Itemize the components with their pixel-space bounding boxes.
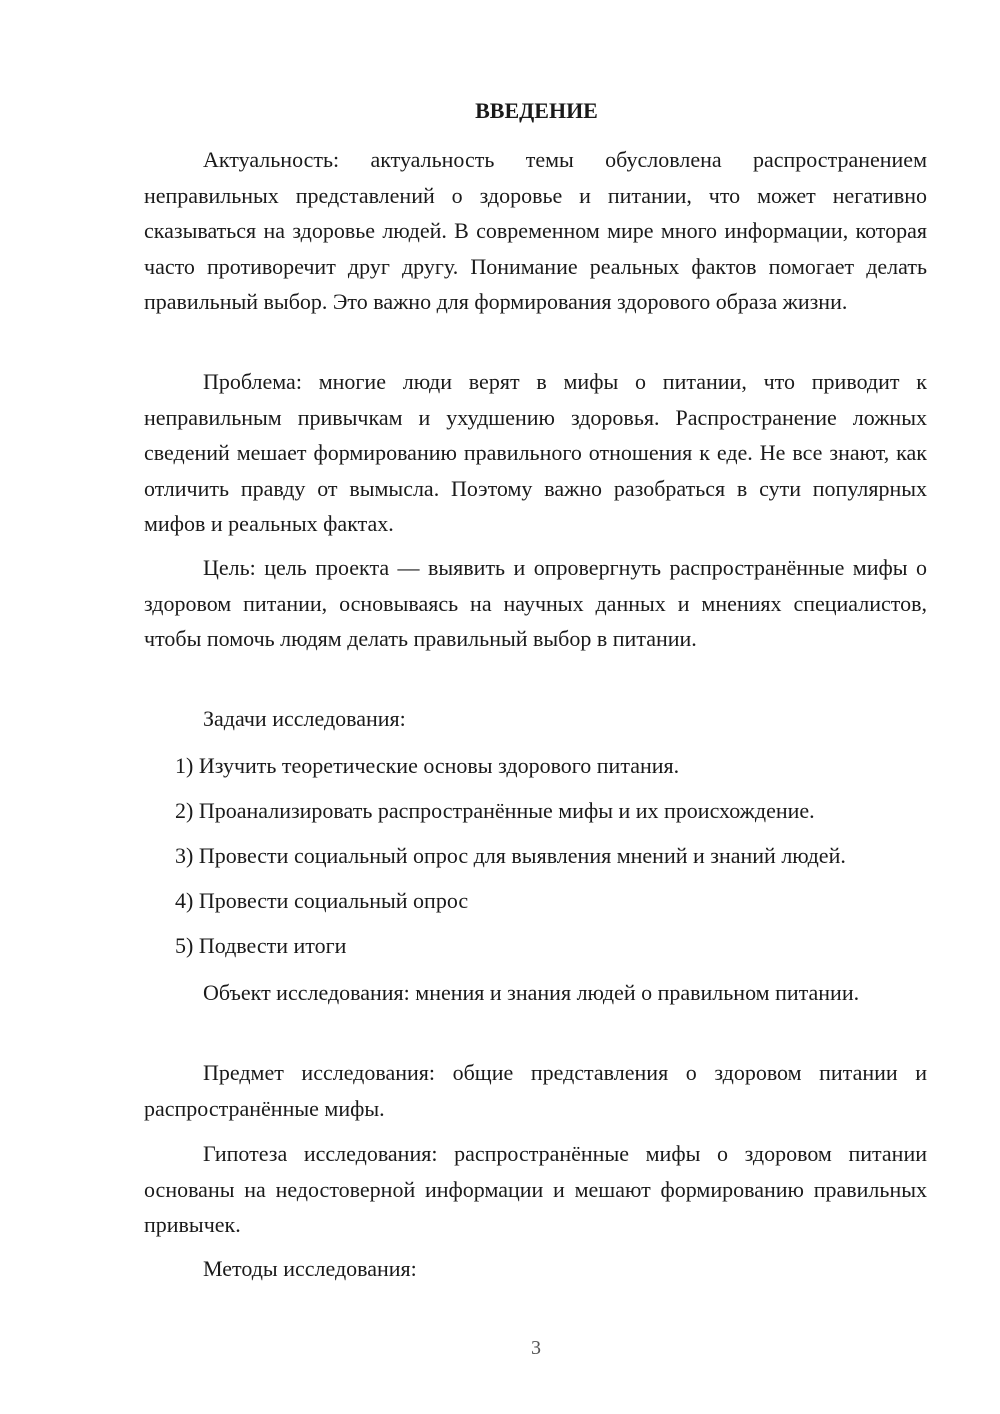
relevance-paragraph: Актуальность: актуальность темы обусловлена распространением неправильных представлений о здоровье и питании, что может негативно сказываться на здоровье людей. В современном мире много информации, которая часто противоречит друг другу. Понимание реальных фактов помогает делать правильный выбор. Это важно для формирования здорового образа жизни. bbox=[144, 147, 927, 314]
methods-heading: Методы исследования: bbox=[203, 1256, 417, 1281]
task-item-1: 1) Изучить теоретические основы здорового питания. bbox=[175, 753, 680, 778]
task-item-4: 4) Провести социальный опрос bbox=[175, 888, 469, 913]
section-heading: ВВЕДЕНИЕ bbox=[475, 98, 598, 123]
page-number: 3 bbox=[531, 1337, 541, 1359]
subject-paragraph: Предмет исследования: общие представления о здоровом питании и распространённые мифы. bbox=[144, 1060, 927, 1121]
task-item-5: 5) Подвести итоги bbox=[175, 933, 347, 958]
goal-paragraph: Цель: цель проекта — выявить и опровергнуть распространённые мифы о здоровом питании, основываясь на научных данных и мнениях специалистов, чтобы помочь людям делать правильный выбор в питании. bbox=[144, 555, 927, 651]
problem-paragraph: Проблема: многие люди верят в мифы о питании, что приводит к неправильным привычкам и ухудшению здоровья. Распространение ложных сведений мешает формированию правильного отношения к еде. Не все знают, как отличить правду от вымысла. Поэтому важно разобраться в сути популярных мифов и реальных фактах. bbox=[144, 369, 927, 536]
tasks-heading: Задачи исследования: bbox=[203, 706, 406, 731]
object-paragraph: Объект исследования: мнения и знания людей о правильном питании. bbox=[203, 980, 860, 1005]
hypothesis-paragraph: Гипотеза исследования: распространённые мифы о здоровом питании основаны на недостоверной информации и мешают формированию правильных привычек. bbox=[144, 1141, 927, 1237]
task-item-2: 2) Проанализировать распространённые мифы и их происхождение. bbox=[175, 798, 815, 823]
task-item-3: 3) Провести социальный опрос для выявления мнений и знаний людей. bbox=[175, 843, 846, 868]
